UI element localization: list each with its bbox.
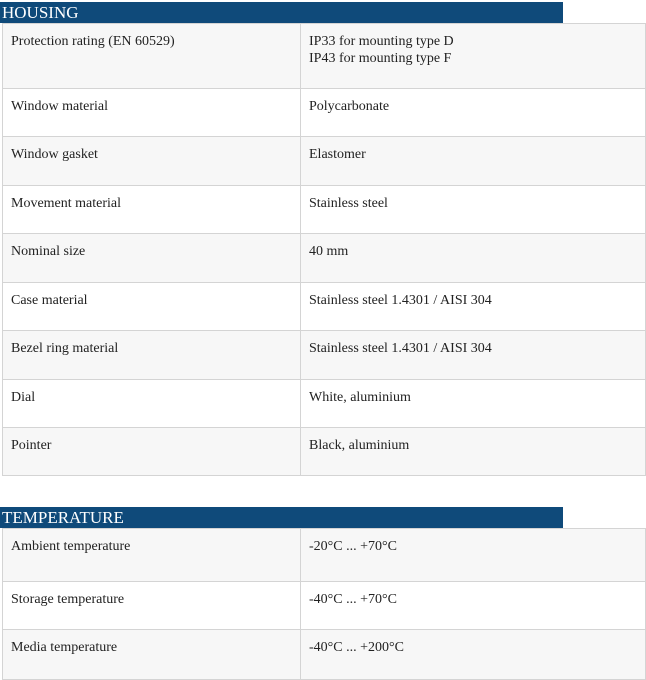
housing-section-header: HOUSING: [0, 2, 563, 23]
row-label: Nominal size: [3, 234, 301, 283]
row-value: [301, 24, 646, 89]
table-row: [3, 137, 646, 186]
row-label: Storage temperature: [3, 582, 301, 630]
row-label: Ambient temperature: [3, 529, 301, 582]
housing-table: [2, 23, 646, 476]
row-value: Polycarbonate: [301, 89, 646, 137]
table-row: [3, 89, 646, 137]
row-label: Window material: [3, 89, 301, 137]
table-row: [3, 331, 646, 380]
table-row: [3, 283, 646, 331]
row-label: Media temperature: [3, 630, 301, 680]
table-row: [3, 582, 646, 630]
row-label: Pointer: [3, 428, 301, 476]
temperature-table: [2, 528, 646, 680]
table-row: [3, 380, 646, 428]
row-label: Movement material: [3, 186, 301, 234]
table-row: [3, 428, 646, 476]
row-value: Stainless steel: [301, 186, 646, 234]
row-label: Dial: [3, 380, 301, 428]
table-row: [3, 630, 646, 680]
table-row: [3, 186, 646, 234]
table-row: [3, 529, 646, 582]
row-value: 40 mm: [301, 234, 646, 283]
table-row: [3, 24, 646, 89]
row-label: Window gasket: [3, 137, 301, 186]
table-row: [3, 234, 646, 283]
row-value: Stainless steel 1.4301 / AISI 304: [301, 331, 646, 380]
value-line: IP33 for mounting type D: [309, 34, 454, 49]
row-label: Case material: [3, 283, 301, 331]
row-value: -20°C ... +70°C: [301, 529, 646, 582]
row-value: -40°C ... +200°C: [301, 630, 646, 680]
row-value: Stainless steel 1.4301 / AISI 304: [301, 283, 646, 331]
row-label: Bezel ring material: [3, 331, 301, 380]
row-value: -40°C ... +70°C: [301, 582, 646, 630]
row-value: White, aluminium: [301, 380, 646, 428]
temperature-section-header: TEMPERATURE: [0, 507, 563, 528]
row-value: Black, aluminium: [301, 428, 646, 476]
row-label: Protection rating (EN 60529): [3, 24, 301, 89]
value-line: IP43 for mounting type F: [309, 51, 452, 66]
row-value: Elastomer: [301, 137, 646, 186]
